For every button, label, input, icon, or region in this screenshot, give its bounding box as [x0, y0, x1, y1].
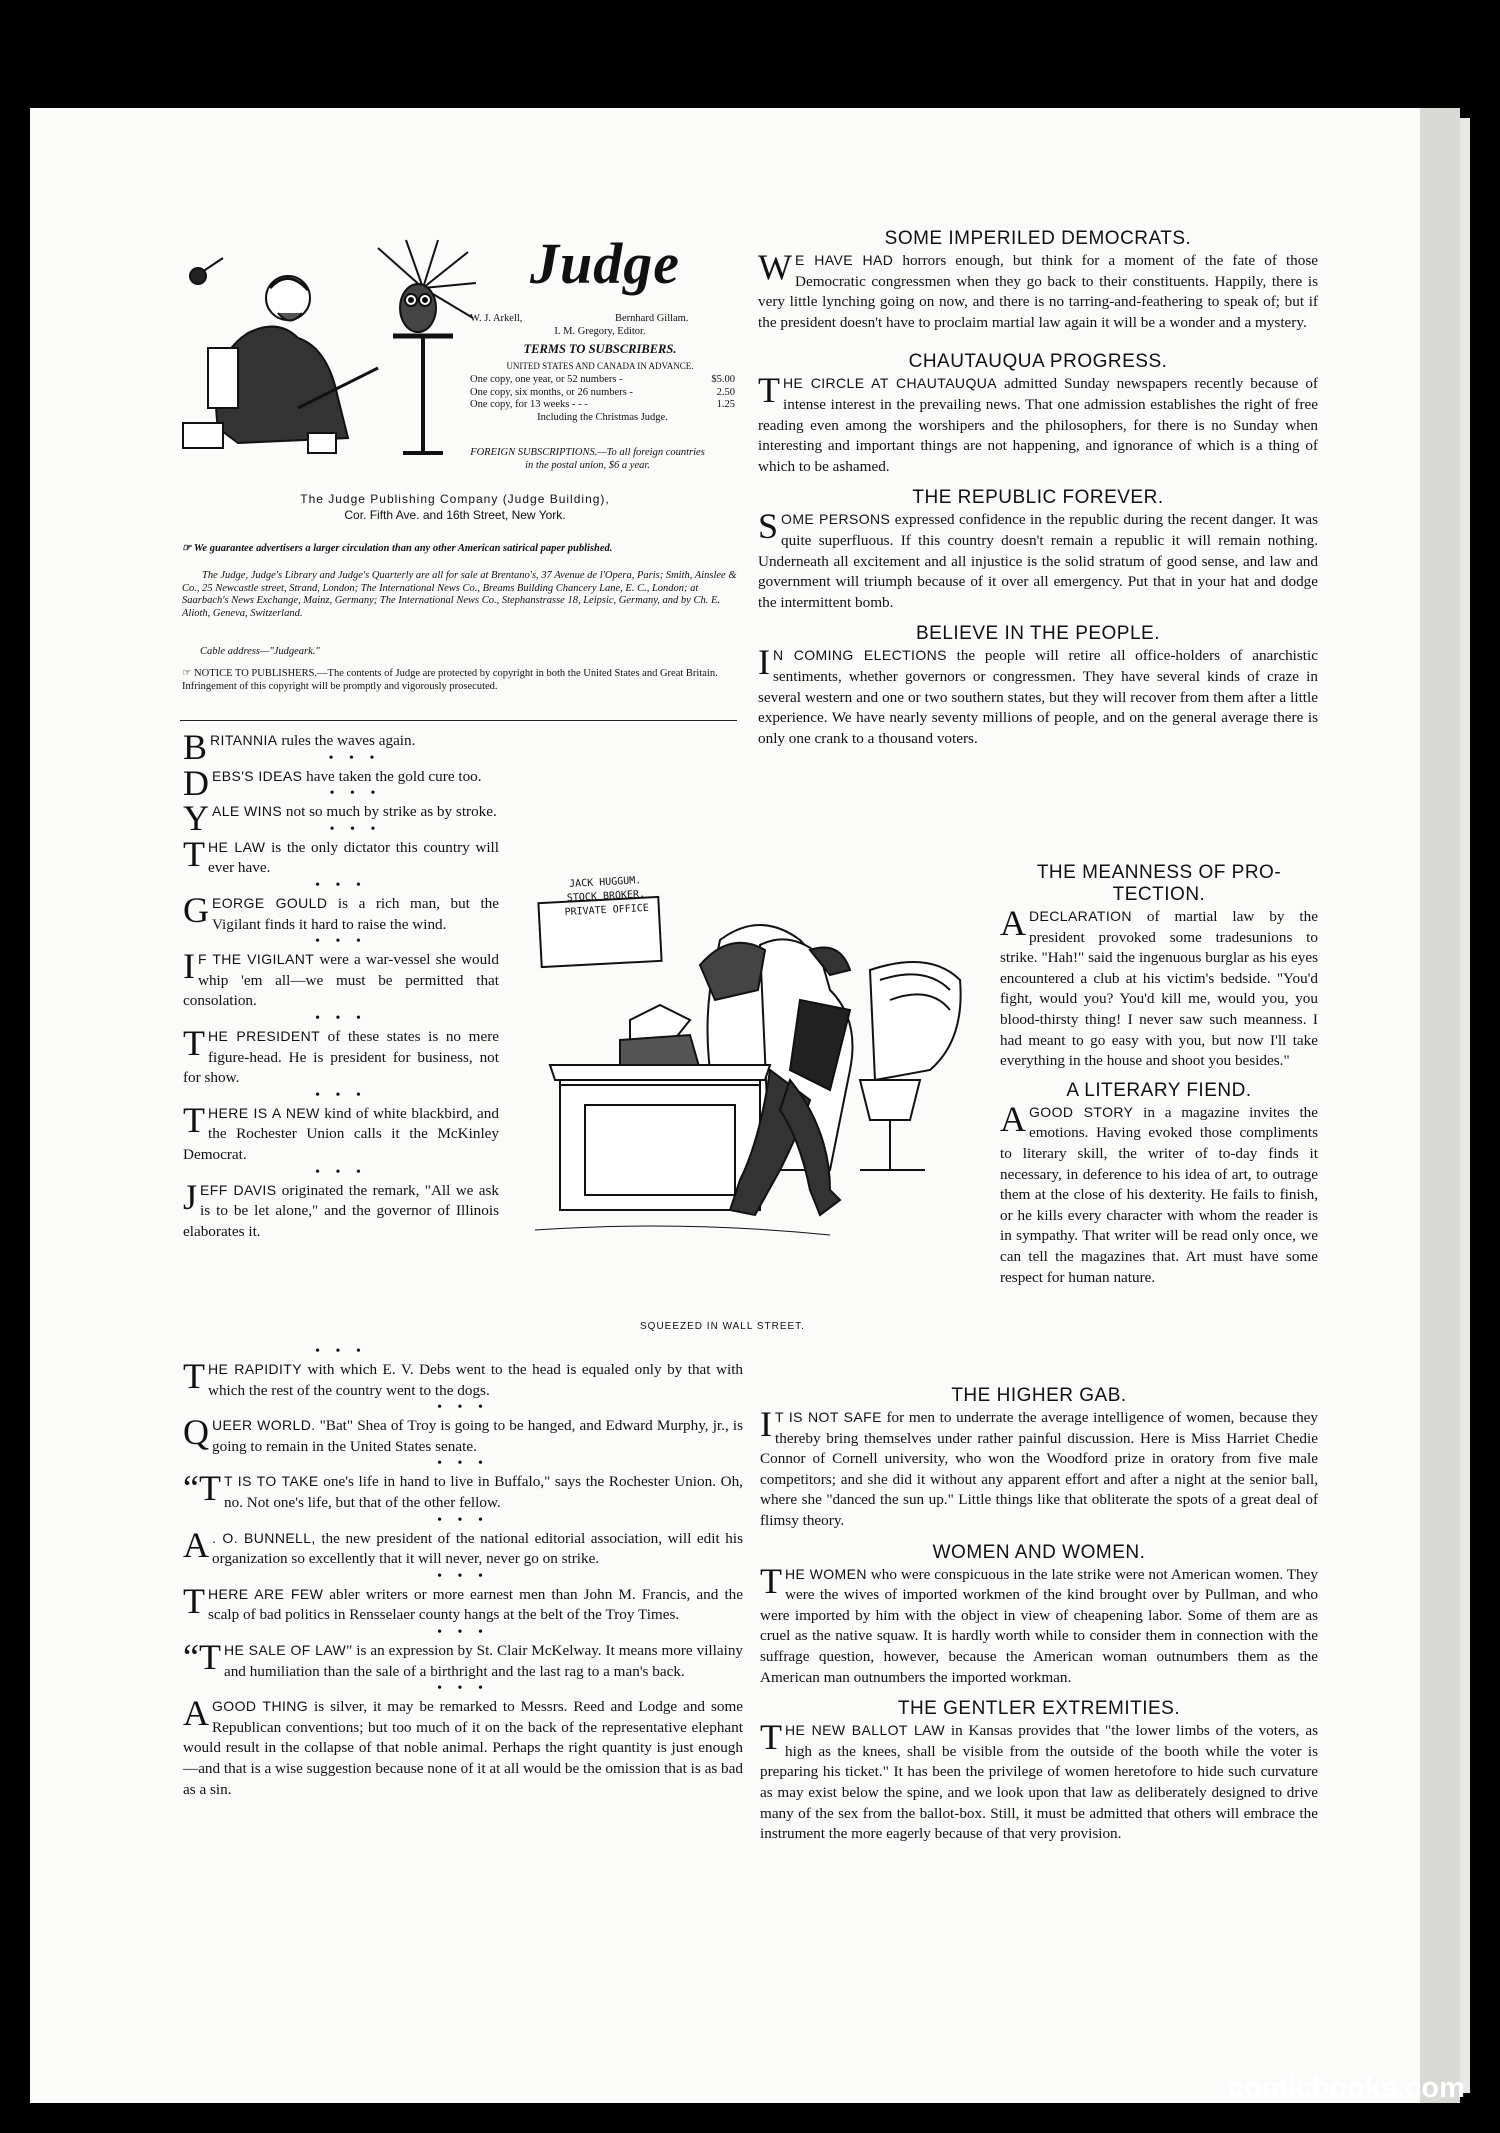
- article: [760, 1698, 1318, 1845]
- article: [760, 1542, 1318, 1689]
- masthead-rule: [180, 720, 737, 721]
- list-item: “T T IS TO TAKE one's life in hand to live in Buffalo," says the Rochester Union. Oh, no. Not one's life, but that of the other fellow.: [183, 1468, 743, 1511]
- separator-dots: • • •: [315, 1087, 367, 1103]
- terms-sub: UNITED STATES AND CANADA IN ADVANCE.: [506, 361, 694, 371]
- list-item: JEFF DAVIS originated the remark, "All we ask is to be let alone," and the governor of Illinois elaborates it.: [183, 1176, 499, 1240]
- publisher-address: Cor. Fifth Ave. and 16th Street, New York.: [344, 508, 566, 522]
- masthead-illustration: [178, 238, 478, 463]
- separator-dots: • • •: [315, 934, 367, 950]
- article: [758, 351, 1318, 477]
- separator-dots: • • •: [437, 1456, 489, 1472]
- pointing-hand-icon: ☞: [182, 668, 195, 679]
- separator-dots: • • •: [315, 877, 367, 893]
- article-body: W E HAVE HAD horrors enough, but think for a moment of the fate of those Democratic congressmen when they go back to their constituents. Happily, there is very little lynching going on now, and there is no tarring-and-feathering to speak of; but if the president doesn't have to proclaim martial law again it will be a wonder and a mystery.: [758, 247, 1318, 331]
- masthead-editor: I. M. Gregory, Editor.: [554, 326, 646, 337]
- site-watermark: comicbooks.com: [1228, 2072, 1465, 2104]
- article-title: SOME IMPERILED DEMOCRATS.: [884, 228, 1192, 249]
- rates-table: [470, 374, 735, 424]
- list-item: THERE ARE FEW abler writers or more earnest men than John M. Francis, and the scalp of bad politics in Rensselaer county hangs at the belt of the Troy Times.: [183, 1580, 744, 1624]
- separator-dots: • • •: [437, 1400, 489, 1416]
- article-body: THE NEW BALLOT LAW in Kansas provides that "the lower limbs of the voters, as high as the knees, shall be visible from the outside of the booth while the voter is preparing his ticket." It has been the privilege of women heretofore to hide such curvature as may exist below the spine, and we look upon that law as deliberately designed to drive many of the sex from the ballot-box. Still, it must be admitted that others will embrace the instrument the more eagerly because of that very provision.: [760, 1717, 1318, 1843]
- separator-dots: • • •: [437, 1624, 489, 1640]
- article-title: THE HIGHER GAB.: [951, 1385, 1127, 1406]
- article: [760, 1385, 1318, 1532]
- rate-row: One copy, for 13 weeks - - - 1.25: [470, 399, 735, 410]
- left-column: [183, 727, 499, 1242]
- list-item: I F THE VIGILANT were a war-vessel she would whip 'em all—we must be permitted that consolation.: [183, 946, 499, 1010]
- list-item: YALE WINS not so much by strike as by stroke.: [183, 798, 497, 839]
- article-title: WOMEN AND WOMEN.: [932, 1541, 1146, 1563]
- guarantee-note: ☞ We guarantee advertisers a larger circulation than any other American satirical paper published.: [182, 543, 613, 554]
- separator-dots: • • •: [437, 1681, 489, 1697]
- article: [758, 623, 1318, 749]
- article-body: A DECLARATION of martial law by the president provoked some tradesunions to strike. "Hah!" said the ingenuous burglar as his eyes encountered a club at his victim's bedside. "You'd fight, would you? You'd kill me, would you, you blood-thirsty thing! I never saw such meanness. I had meant to go easy with you, but now I'll take everything in the house and shoot you besides.": [1000, 903, 1318, 1070]
- separator-dots: • • •: [315, 1344, 367, 1359]
- article: [758, 228, 1318, 333]
- article-body: THE CIRCLE AT CHAUTAUQUA admitted Sunday newspapers recently because of intense interest in the prevailing news. That one admission establishes the right of free reading even among the worshipers and the philosophers, for there is no Sunday when interesting and important things are not happening, and ignorance of which is a thing of which to be ashamed.: [758, 370, 1318, 475]
- foreign-subscriptions: FOREIGN SUBSCRIPTIONS.—To all foreign countries in the postal union, $6 a year.: [470, 447, 705, 471]
- list-item: BRITANNIA rules the waves again.: [183, 727, 416, 767]
- article-body: I N COMING ELECTIONS the people will retire all office-holders of anarchistic sentiments, whether governors or congressmen. They have several kinds of craze in several western and one or two southern states, but they will recover from them after a little experience. We have nearly seventy millions of people, and on the general average there is only one crank to a thousand voters.: [758, 642, 1318, 747]
- pointing-hand-icon: ☞: [182, 543, 194, 554]
- list-item: A . O. BUNNELL, the new president of the national editorial association, will edit his organization so excellently that it will never, never go on strike.: [183, 1524, 743, 1568]
- article-title: A LITERARY FIEND.: [1066, 1079, 1252, 1101]
- right-column-lower: [760, 1385, 1318, 1845]
- separator-dots: • • •: [437, 1512, 489, 1528]
- page-edge: [1460, 118, 1470, 2093]
- article-title: THE MEANNESS OF PRO- TECTION.: [1036, 862, 1282, 905]
- article-body: THE WOMEN who were conspicuous in the late strike were not American women. They were the wives of imported workmen of the kind brought over by Pullman, and who were imported by him with the object in view of cheapening labor. Some of them are as cruel as the native squaw. It is hardly worth while to consider them in connection with the suffrage question, however, because the American woman outnumbers them as the American man outnumbers the imported workman.: [760, 1560, 1318, 1686]
- article-body: A GOOD STORY in a magazine invites the emotions. Having evoked those compliments to literary skill, the writer of to-day finds it necessary, in deference to his idea of art, to outrage them at the close of his dexterity. He fails to finish, or he kills every character with whom the reader is in sympathy. That writer will be read only once, we can tell the magazines that. Art must have some respect for human nature.: [1000, 1098, 1319, 1286]
- agents-note: The Judge, Judge's Library and Judge's Quarterly are all for sale at Brentano's, 37 Avenue de l'Opera, Paris; Smith, Ainslee & Co., 25 Newcastle street, Strand, London; The International News Co., Breams Building Chancery Lane, E. C., London; at Saarbach's News Exchange, Mainz, Germany; The International News Co., Stephanstrasse 18, Leipsic, Germany, and by Ch. E. Alioth, Geneva, Switzerland.: [182, 570, 737, 619]
- separator-dots: • • •: [315, 1164, 367, 1180]
- wall-street-illustration: [530, 870, 985, 1310]
- article: [1000, 862, 1318, 1072]
- article: [1000, 1080, 1318, 1288]
- separator-dots: • • •: [329, 786, 382, 802]
- list-item: DEBS'S IDEAS have taken the gold cure too.: [183, 762, 482, 803]
- masthead-credits-left: W. J. Arkell,: [470, 313, 523, 324]
- list-item: THE PRESIDENT of these states is no mere figure-head. He is president for business, not for show.: [183, 1022, 499, 1087]
- article-body: I T IS NOT SAFE for men to underrate the average intelligence of women, because they thereby bring themselves under rather painful discussion. Here is Miss Harriet Chedie Connor of Cornell university, who won the Woodford prize in oratory from five male competitors; and she did it without any apparent effort and after a night at the senior ball, where she "danced the sun up." Little things like that obliterate the spots of a great deal of flimsy theory.: [760, 1404, 1318, 1529]
- separator-dots: • • •: [329, 821, 382, 837]
- left-column-lower: [183, 1345, 743, 1800]
- rate-row: One copy, one year, or 52 numbers - $5.00: [470, 374, 735, 385]
- terms-heading: TERMS TO SUBSCRIBERS.: [523, 342, 677, 356]
- list-item: “THE SALE OF LAW" is an expression by St. Clair McKelway. It means more villainy and humiliation than the sale of a birthright and the last rag to a man's back.: [183, 1636, 744, 1680]
- page-gutter: [1420, 108, 1460, 2103]
- article-title: THE GENTLER EXTREMITIES.: [897, 1698, 1181, 1720]
- rates-note: Including the Christmas Judge.: [537, 411, 668, 423]
- separator-dots: • • •: [437, 1568, 489, 1584]
- right-column-upper: [758, 228, 1318, 749]
- separator-dots: • • •: [315, 1010, 367, 1026]
- separator-dots: • • •: [328, 750, 381, 766]
- article-body: SOME PERSONS expressed confidence in the republic during the recent danger. It was quite superfluous. If this country doesn't remain a republic it will remain nothing. Underneath all excitement and all injustice is the solid stratum of good sense, and law and government will triumph because of it over all emergency. Put that in your hat and dodge the intermittent bomb.: [758, 506, 1318, 611]
- right-column-narrow: [1000, 862, 1318, 1288]
- list-item: THE RAPIDITY with which E. V. Debs went to the head is equaled only by that with which the rest of the country went to the dogs.: [183, 1356, 744, 1399]
- list-item: AGOOD THING is silver, it may be remarked to Messrs. Reed and Lodge and some Republican conventions; but too much of it on the back of the representative elephant would result in the collapse of that noble animal. Perhaps the right quantity is just enough—and that is a wise suggestion because none of it at all would be the omission that is as bad as a sin.: [183, 1693, 744, 1798]
- masthead-title: Judge: [530, 231, 680, 296]
- article: [758, 487, 1318, 613]
- list-item: GEORGE GOULD is a rich man, but the Vigilant finds it hard to raise the wind.: [183, 889, 499, 933]
- cable-address: Cable address—"Judgeark.": [200, 646, 320, 657]
- office-sign: JACK HUGGUM. STOCK BROKER. PRIVATE OFFICE: [564, 875, 650, 919]
- notice-to-publishers: ☞ NOTICE TO PUBLISHERS.—The contents of Judge are protected by copyright in both the United States and Great Britain. Infringement of this copyright will be promptly and vigorously prosecuted.: [182, 668, 718, 692]
- article-title: THE REPUBLIC FOREVER.: [912, 487, 1164, 509]
- masthead-credits-right: Bernhard Gillam.: [615, 313, 689, 324]
- illustration-caption: SQUEEZED IN WALL STREET.: [640, 1321, 805, 1332]
- list-item: THERE IS A NEW kind of white blackbird, and the Rochester Union calls it the McKinley Democrat.: [183, 1099, 499, 1163]
- list-item: THE LAW is the only dictator this country will ever have.: [183, 833, 499, 877]
- list-item: QUEER WORLD. "Bat" Shea of Troy is going to be hanged, and Edward Murphy, jr., is going to remain in the United States senate.: [183, 1412, 743, 1455]
- article-title: BELIEVE IN THE PEOPLE.: [915, 623, 1161, 645]
- publisher-company: The Judge Publishing Company (Judge Building),: [300, 492, 610, 506]
- rate-row: One copy, six months, or 26 numbers - 2.50: [470, 386, 735, 398]
- article-title: CHAUTAUQUA PROGRESS.: [908, 351, 1168, 373]
